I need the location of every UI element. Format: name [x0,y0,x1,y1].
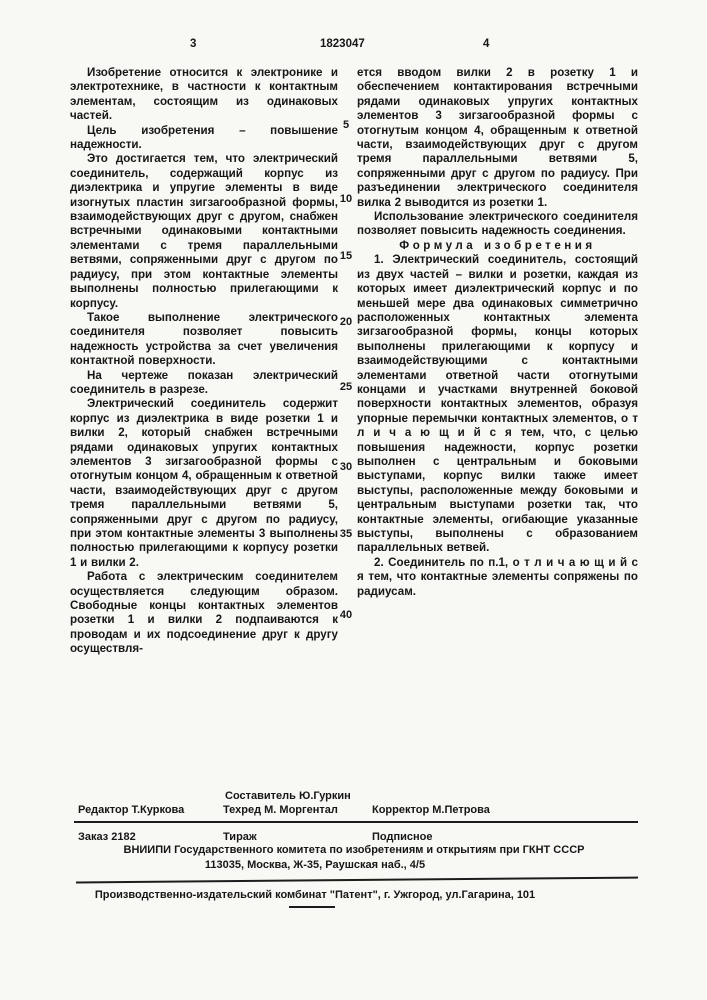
footer-tirazh: Тираж [223,831,257,843]
paragraph: Электрический соединитель содержит корпус из диэлектрика в виде розетки 1 и вилки 2, который снабжен встречными рядами одинаковых упругих контактных элементов 3 зигзагообразной формы с отогнутым концом 4, обращенным к ответной части, взаимодействующих друг с другом тремя параллельными ветвями 5, сопряженными друг с другом по радиусу, при этом контактные элементы 3 выполнены полностью прилегающими к корпусу розетки 1 и вилки 2. [70,397,338,569]
paragraph: Работа с электрическим соединителем осуществляется следующим образом. Свободные концы контактных элементов розетки 1 и вилки 2 подпаиваются к проводам и их подсоединение друг к другу осуществля- [70,570,338,656]
footer-editor: Редактор Т.Куркова [78,804,185,816]
line-number-40: 40 [339,609,353,621]
paragraph: Использование электрического соединителя позволяет повысить надежность соединения. [357,210,638,238]
footer-techred: Техред М. Моргентал [223,804,338,816]
patent-number: 1823047 [320,38,365,50]
footer-vniipi: ВНИИПИ Государственного комитета по изобретениям и открытиям при ГКНТ СССР [123,844,585,856]
paragraph: Это достигается тем, что электрический соединитель, содержащий корпус из диэлектрика и упругие элементы в виде изогнутых пластин зигзагообразной формы, взаимодействующих друг с другом, снабжен встречными одинаковыми контактными элементами с тремя параллельными ветвями, сопряженными друг с другом по радиусу, при этом контактные элементы выполнены полностью прилегающими к корпусу. [70,152,338,310]
line-number-25: 25 [339,381,353,393]
footer-order: Заказ 2182 [78,831,136,843]
footer-address: 113035, Москва, Ж-35, Раушская наб., 4/5 [204,859,426,871]
line-number-30: 30 [339,461,353,473]
footer-divider-bottom [76,877,638,883]
claim-2: 2. Соединитель по п.1, о т л и ч а ю щ и й с я тем, что контактные элементы сопряжены по радиусам. [357,555,638,598]
left-column [70,66,338,657]
line-number-5: 5 [342,119,350,131]
line-number-10: 10 [339,193,353,205]
paragraph: Цель изобретения – повышение надежности. [70,123,338,152]
footer-podpisnoe: Подписное [372,831,433,843]
line-number-15: 15 [339,250,353,262]
footer-production: Производственно-издательский комбинат "Патент", г. Ужгород, ул.Гагарина, 101 [94,889,536,901]
paragraph: ется вводом вилки 2 в розетку 1 и обеспечением контактирования встречными рядами одинаковых упругих контактных элементов 3 зигзагообразной формы с отогнутым концом 4, обращенным к ответной части, взаимодействующих друг с другом тремя параллельными ветвями 5, сопряженными друг с другом по радиусу. При разъединении электрического соединителя вилка 2 выводится из розетки 1. [357,66,638,209]
right-column [357,66,638,599]
paragraph: Такое выполнение электрического соединителя позволяет повысить надежность устройства за счет увеличения контактной поверхности. [70,310,338,368]
paragraph: Изобретение относится к электронике и электротехнике, в частности к контактным элементам, состоящим из одинаковых частей. [70,66,338,123]
footer-divider-top [74,821,638,823]
line-number-35: 35 [339,528,353,540]
footer-corrector: Корректор М.Петрова [372,804,490,816]
line-number-20: 20 [339,316,353,328]
page-number-left: 3 [190,38,197,50]
footer-short-underline [289,906,335,908]
page-number-right: 4 [483,38,490,50]
claim-1: 1. Электрический соединитель, состоящий из двух частей – вилки и розетки, каждая из которых имеет диэлектрический корпус и по меньшей мере два одинаковых симметрично расположенных контактных элемента зигзагообразной формы, концы которых выполнены прилегающими к корпусу и взаимодействующими с контактными элементами ответной части отогнутыми концами и участками внутренней боковой поверхности контактных элементов, образуя упорные перемычки контактных элементов, о т л и ч а ю щ и й с я тем, что, с целью повышения надежности, корпус розетки выполнен с центральным и боковыми выступами, корпус вилки также имеет выступы, расположенные между боковыми и центральным выступами розетки так, что контактные элементы, огибающие указанные выступы, выполнены с образованием параллельных ветвей. [357,253,638,555]
paragraph: На чертеже показан электрический соединитель в разрезе. [70,368,338,396]
formula-heading: Формула изобретения [399,238,596,252]
footer-compositor: Составитель Ю.Гуркин [225,790,351,802]
